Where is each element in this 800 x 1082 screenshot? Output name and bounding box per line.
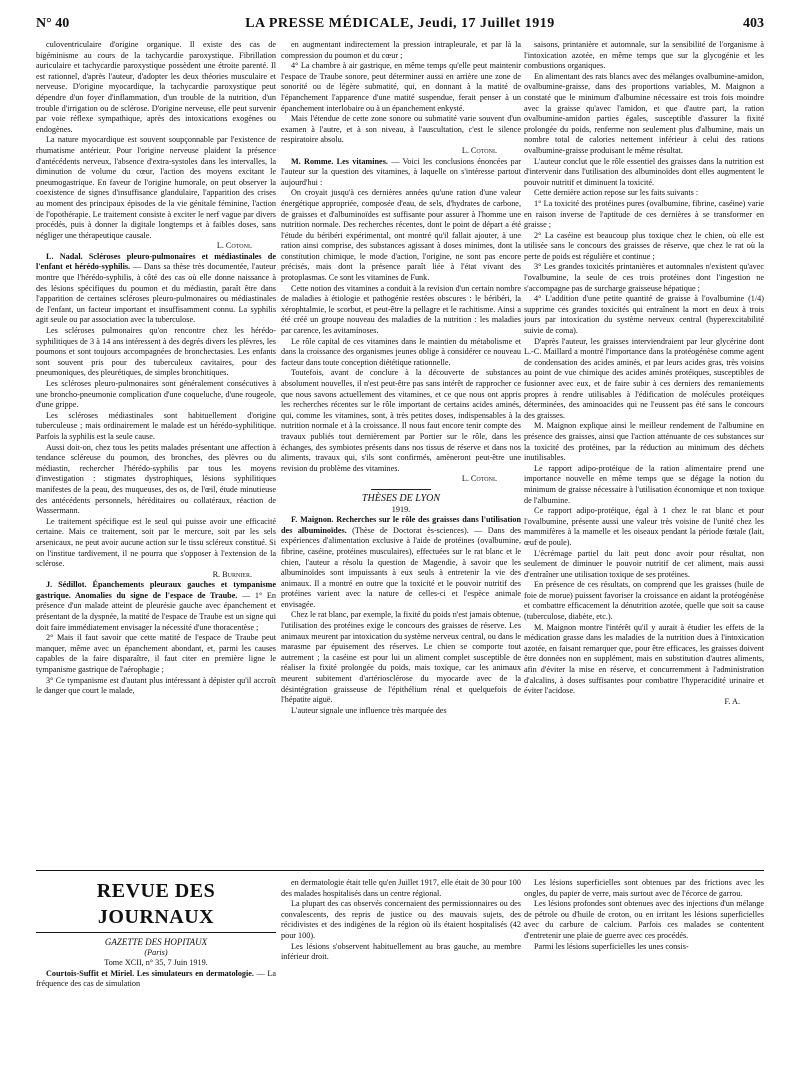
- article-title: J. Sédillot. Épanchements pleuraux gauches et tympanisme gastrique. Anomalies du signe de l'espace de Traube.: [36, 580, 276, 600]
- paragraph: Parmi les lésions superficielles les unes consis-: [534, 941, 689, 951]
- signature: L. Cotoni.: [216, 241, 252, 251]
- paragraph: 4° La chambre à air gastrique, en même temps qu'elle peut maintenir l'espace de Traube sonore, peut déterminer aussi en arrière une zone de sonorité ou de légère submatité, qui, en donnant à la matité de l'épanchement l'apparence d'une matité suspendue, ferait penser à un épanchement interlobaire ou à un épanchement enkysté.: [281, 61, 521, 113]
- paragraph: La plupart des cas observés concernaient des permissionnaires ou des convalescents, des repris de justice ou des mauvais sujets, des récidivistes et des indigènes de la région où ils étaient hospitalisés (42 pour 100).: [281, 899, 521, 940]
- signature: L. Cotoni.: [461, 474, 497, 484]
- article-text: — 1° En présence d'un malade atteint de pleurésie gauche avec épanchement et présentant de la dyspnée, la matité de l'espace de Traube est un signe qui doit faire immédiatement envisager la nécessité d'une thoracentèse ;: [36, 590, 276, 632]
- paragraph: Cette dernière action repose sur les faits suivants :: [534, 188, 699, 198]
- article-nadal: [36, 252, 276, 326]
- revue-heading: REVUE DES JOURNAUX: [36, 878, 276, 933]
- paragraph: 3° Ce tympanisme est d'autant plus intéressant à dépister qu'il accroît le danger que court le malade,: [36, 675, 276, 696]
- paragraph: culoventriculaire d'origine organique. Il existe des cas de bigéminisme au cours de la tachycardie paroxystique. Fibrillation auriculaire et tachycardie paroxystique possèdent une étroite parenté. Il est rationnel, d'après l'auteur, d'adopter les deux théories musculaire et nerveuse. D'origine myocardique, la tachycardie paroxystique peut dépendre d'un foyer d'inflammation, d'un trouble de la nutrition, d'un trouble d'irrigation ou de sclérose. D'origine nerveuse, elle peut survenir par voie réflexe sympathique, après des intoxications exogènes ou endogènes.: [36, 40, 276, 134]
- paragraph: Le rôle capital de ces vitamines dans le maintien du métabolisme et dans la croissance des organismes jeunes oblige à considérer ce nouveau facteur dans toute conception diététique rationnelle.: [281, 336, 521, 367]
- paragraph: M. Maignon explique ainsi le meilleur rendement de l'albumine en présence des graisses, ainsi que l'action atténuante de ces substances sur la toxicité des protéines, par la réduction au minimum des déchets inutilisables.: [524, 421, 764, 463]
- paragraph: En alimentant des rats blancs avec des mélanges ovalbumine-amidon, ovalbumine-graisse, dans des proportions variables, M. Maignon a constaté que le minimum d'albumine nécessaire est trois fois moindre avec la graisse qu'avec l'amidon, et que d'autre part, la ration ovalbumine-amidon parties égales, susceptible d'assurer la fixité prolongée du poids, renferme non seulement plus d'albumine, mais un nombre total de calories nettement inférieur à celui des rations ovalbumine-graisse produisant le même résultat.: [524, 71, 764, 155]
- journal-title: LA PRESSE MÉDICALE, Jeudi, 17 Juillet 1919: [245, 16, 555, 31]
- paragraph: Aussi doit-on, chez tous les petits malades présentant une affection à tendance scléreuse du poumon, des bronches, des plèvres ou du médiastin, rechercher l'hérédo-syphilis par tous les moyens d'investigation : stigmates dystrophiques, lésions syphilitiques manifestes de la peau, des muqueuses, des os, de l'œil, étude minutieuse des antécédents personnels, héréditaires ou collatéraux, réaction de Wassermann.: [36, 442, 276, 516]
- paragraph: 4° L'addition d'une petite quantité de graisse à l'ovalbumine (1/4) supprime ces grandes toxicités qui entraînent la mort en deux à trois jours par intoxication du système nerveux central (hyperexcitabilité suivie de coma).: [524, 294, 764, 336]
- paragraph: 2° Mais il faut savoir que cette matité de l'espace de Traube peut manquer, même avec un épanchement abondant, et, parmi les causes capables de la faire disparaître, il faut citer en première ligne le tympanisme gastrique de l'aérophagie ;: [36, 633, 276, 675]
- signature: F. A.: [724, 696, 740, 706]
- revue-column-3: [524, 878, 764, 952]
- article-romme: [281, 157, 521, 189]
- paragraph: Les scléroses pleuro-pulmonaires sont généralement consécutives à une broncho-pneumonie complication d'une coqueluche, d'une rougeole, d'une grippe.: [36, 379, 276, 410]
- article-title: M. Romme. Les vitamines.: [291, 156, 388, 166]
- gazette-title: GAZETTE DES HOPITAUX: [104, 937, 208, 947]
- section-title: THÈSES DE LYON: [361, 492, 441, 504]
- article-text: (Thèse de Doctorat ès-sciences). — Dans des expériences d'alimentation exclusive à l'aide de protéines (ovalbumine, fibrine, caséine, protéines musculaires), effectuées sur le rat blanc et le chien, l'auteur a résolu la question de Magendie, à savoir que les albuminoïdes sont impuissants à eux seuls à entretenir la vie des animaux. Il a montré en outre que la toxicité et le pouvoir nutritif des protéines varient avec la nature de celles-ci et l'espèce animale envisagée.: [281, 525, 521, 609]
- article-title: L. Nadal. Scléroses pleuro-pulmonaires et médiastinales de l'enfant et hérédo-syphilis.: [36, 251, 276, 272]
- paragraph: saisons, printanière et automnale, sur la sensibilité de l'organisme à l'intoxication azotée, en même temps que sur la glycogénie et les combustions organiques.: [524, 40, 764, 71]
- paragraph: L'écrémage partiel du lait peut donc avoir pour résultat, non seulement de diminuer le pouvoir nutritif de cet aliment, mais aussi d'entraîner une utilisation toxique de ses protéines.: [524, 548, 764, 579]
- paragraph: Les scléroses médiastinales sont habituellement d'origine tuberculeuse ; mais ordinairement le malade est un hérédo-syphilitique. Parfois la syphilis est la seule cause.: [36, 410, 276, 441]
- paragraph: M. Maignon montre l'intérêt qu'il y aurait à étudier les effets de la médication grasse dans les maladies de la nutrition dues à l'intoxication azotée, en faisant remarquer que, pour être efficaces, les graisses doivent être données non en supplément, mais en substitution d'autres aliments, afin d'éviter la mise en réserve, et concurremment à l'administration d'alcalins, à doses suffisantes pour combattre l'hyperacidité urinaire et éviter l'acidose.: [524, 622, 764, 696]
- tome-line: Tome XCII, n° 35, 7 Juin 1919.: [104, 958, 208, 968]
- paragraph: Cette notion des vitamines a conduit à la revision d'un certain nombre de maladies à étiologie et pathogénie restées obscures : le béribéri, la xérophtalmie, le scorbut, et peut-être la pellagre et le rachitisme. Ainsi a été créé un groupe nouveau des maladies de la nutrition : les maladies par carence, les avitaminoses.: [281, 283, 521, 336]
- paragraph: 3° Les grandes toxicités printanières et automnales n'existent qu'avec l'ovalbumine, la seule de ces trois protéines dont l'ingestion ne s'accompagne pas de surcharge graisseuse hépatique ;: [524, 262, 764, 293]
- signature: R. Burnier.: [212, 569, 252, 579]
- revue-column-1: [36, 878, 276, 990]
- paragraph: On croyait jusqu'à ces dernières années qu'une ration d'une valeur énergétique appropriée, composée d'eau, de sels, d'hydrates de carbone, de graisses et d'albuminoïdes est suffisante pour assurer à l'homme une nutrition normale. Des recherches récentes, dont le point de départ a été l'étude du béribéri expérimental, ont montré qu'il fallait ajouter, à une ration ainsi comprise, des substances agissant à doses minimes, dont la constitution chimique, le mode d'action, l'origine, ne sont pas encore précisés, mais dont la présence paraît liée à l'état vivant des protoplasmas. Ce sont les vitamines de Funk.: [281, 188, 521, 283]
- section-divider: [36, 870, 764, 871]
- signature: L. Cotoni.: [461, 145, 497, 155]
- paragraph: L'auteur conclut que le rôle essentiel des graisses dans la nutrition est d'intervenir dans l'utilisation des albuminoïdes dont elles augmentent le pouvoir nutritif et diminuent la toxicité.: [524, 156, 764, 187]
- gazette-place: (Paris): [144, 947, 168, 957]
- article-text: — Dans sa thèse très documentée, l'auteur montre que l'hérédo-syphilis, à côté des cas où elle donne naissance à des lésions spécifiques du poumon et du médiastin, paraît être dans l'apparition de certaines scléroses pleuro-pulmonaires ou médiastinales de l'enfant, un facteur important et insuffisamment connu. La syphilis agit seule ou par association avec la tuberculose.: [36, 262, 276, 325]
- paragraph: La nature myocardique est souvent soupçonnable par l'existence de rhumatisme antérieur. Pour l'origine nerveuse plaident la présence d'antécédents nerveux, l'absence d'extra-systoles dans les intervalles, la diminution de volume du cœur, l'action des moyens excitant le pneumogastrique. En faveur de l'origine humorale, on peut observer la coexistence de signes d'insuffisance glandulaire, l'apparition des crises au moment des principaux épisodes de la vie génitale féminine, l'action de l'opothérapie. Le traitement consiste à exciter le nerf vague par divers procédés, puis à donner la digitale longtemps et à faibles doses, sans négliger une thérapeutique causale.: [36, 135, 276, 240]
- revue-column-2: [281, 878, 521, 963]
- paragraph: 1° La toxicité des protéines pures (ovalbumine, fibrine, caséine) varie en raison inverse de l'aptitude de ces dernières à se transformer en graisse ;: [524, 198, 764, 230]
- paragraph: Toutefois, avant de conclure à la découverte de substances absolument nouvelles, il n'est peut-être pas sans intérêt de rapprocher ce que nous savons actuellement des vitamines, et ce que nous ont appris les recherches récentes sur le rôle important de certains acides aminés, qui, comme les vitamines, sont, à très petites doses, indispensables à la nutrition normale et à la croissance. Il nous faut encore tenir compte des travaux publiés tout dernièrement par Portier sur le rôle, dans les échanges, des symbiotes présents dans nos tissus de réserve et dans nos aliments, travaux qui, s'ils sont confirmés, amèneront peut-être une revision du problème des vitamines.: [281, 368, 521, 473]
- article-courtois: [36, 969, 276, 990]
- paragraph: Les lésions s'observent habituellement au bras gauche, au membre inférieur droit.: [281, 941, 521, 962]
- paragraph: 2° La caséine est beaucoup plus toxique chez le chien, où elle est utilisée sans le concours des graisses de réserve, que chez le rat où la perte de poids est régulière et continue ;: [524, 230, 764, 261]
- paragraph: D'après l'auteur, les graisses interviendraient par leur glycérine dont L.-C. Maillard a montré l'importance dans la protéogénèse comme agent de condensation des acides aminés, et par leurs acides gras, très voisins au point de vue chimique des acides aminés protéiques, susceptibles de fusionner avec eux, et de faire subir à ces derniers des remaniements propres à rendre utilisables à l'édification de molécules protéiques déterminées, des aminoacides qui ne l'eussent pas été sans le concours des graisses.: [524, 336, 764, 420]
- article-title: F. Maignon. Recherches sur le rôle des graisses dans l'utilisation des albuminoïdes.: [281, 515, 521, 535]
- paragraph: En présence de ces résultats, on comprend que les graisses (huile de foie de morue) puissent favoriser la croissance en aidant la protéogénèse et combattre efficacement la dénutrition azotée, quelle que soit sa cause (tuberculose, diabète, etc.).: [524, 580, 764, 622]
- paragraph: Mais l'étendue de cette zone sonore ou submatité varie souvent d'un examen à l'autre, et à son niveau, à l'auscultation, c'est le silence respiratoire absolu.: [281, 114, 521, 145]
- paragraph: Le rapport adipo-protéique de la ration alimentaire prend une importance nouvelle en même temps que se dégage la notion du minimum de graisse nécessaire à l'utilisation économique et non toxique de l'albumine.: [524, 463, 764, 505]
- page-header: [36, 16, 764, 34]
- article-text: — Voici les conclusions énoncées par l'auteur sur la question des vitamines, à laquelle on s'intéresse partout aujourd'hui :: [281, 156, 521, 187]
- article-sedillot: [36, 580, 276, 633]
- paragraph: Les scléroses pulmonaires qu'on rencontre chez les hérédo-syphilitiques de 3 à 14 ans intéressent à des degrés divers les plèvres, les poumons et sont toujours accompagnées de bronchectasies. Les enfants sont souvent pris pour des tuberculeux cavitaires, pour des pneumoniques, des pleurétiques, de simples bronchitiques.: [36, 326, 276, 378]
- paragraph: en augmentant indirectement la pression intrapleurale, et par là la compression du poumon et du cœur ;: [281, 40, 521, 60]
- page-number: 403: [743, 16, 764, 31]
- article-title: Courtois-Suffit et Miriel. Les simulateurs en dermatologie.: [46, 968, 254, 978]
- issue-number: N° 40: [36, 16, 70, 31]
- divider: [371, 489, 431, 490]
- paragraph: Les lésions superficielles sont obtenues par des frictions avec les ongles, du papier de verre, mais surtout avec de l'écorce de garrou.: [524, 878, 764, 898]
- paragraph: Les lésions profondes sont obtenues avec des injections d'un mélange de pétrole ou d'huile de croton, ou en irritant les lésions superficielles avec du carbure de calcium. Parfois ces malades se contentent d'entretenir une plaie de guerre avec ces procédés.: [524, 899, 764, 940]
- paragraph: L'auteur signale une influence très marquée des: [291, 705, 447, 715]
- article-text: — La fréquence des cas de simulation: [36, 968, 276, 989]
- article-maignon: [281, 515, 521, 610]
- paragraph: Ce rapport adipo-protéique, égal à 1 chez le rat blanc et pour l'ovalbumine, présente aussi une valeur très voisine de l'unité chez les mammifères à la mamelle et les oiseaux pendant la période fœtale (lait, œuf de poule).: [524, 506, 764, 547]
- section-year: 1919.: [391, 504, 411, 514]
- paragraph: Chez le rat blanc, par exemple, la fixité du poids n'est jamais obtenue, l'utilisation des protéines exige le concours des graisses de réserve. Les animaux meurent par intoxication du système nerveux central, ou dans le marasme par épuisement des réserves. Le chien se comporte tout autrement ; la caséine est pour lui un aliment complet susceptible de réaliser la fixité prolongée du poids, mais toxique, car les animaux meurent subitement d'artériosclérose du myocarde avec de la désintégration graisseuse de l'épithélium rénal et quelquefois de l'hépatite aiguë.: [281, 610, 521, 705]
- paragraph: en dermatologie était telle qu'en Juillet 1917, elle était de 30 pour 100 des malades hospitalisés dans un centre régional.: [281, 878, 521, 898]
- paragraph: Le traitement spécifique est le seul qui puisse avoir une efficacité certaine. Mais ce traitement, soit par le mercure, soit par les sels arsenicaux, ne peut avoir aucune action sur le tissu scléreux constitué. Si on l'institue tardivement, il ne pourra que s'opposer à l'extension de la sclérose.: [36, 516, 276, 569]
